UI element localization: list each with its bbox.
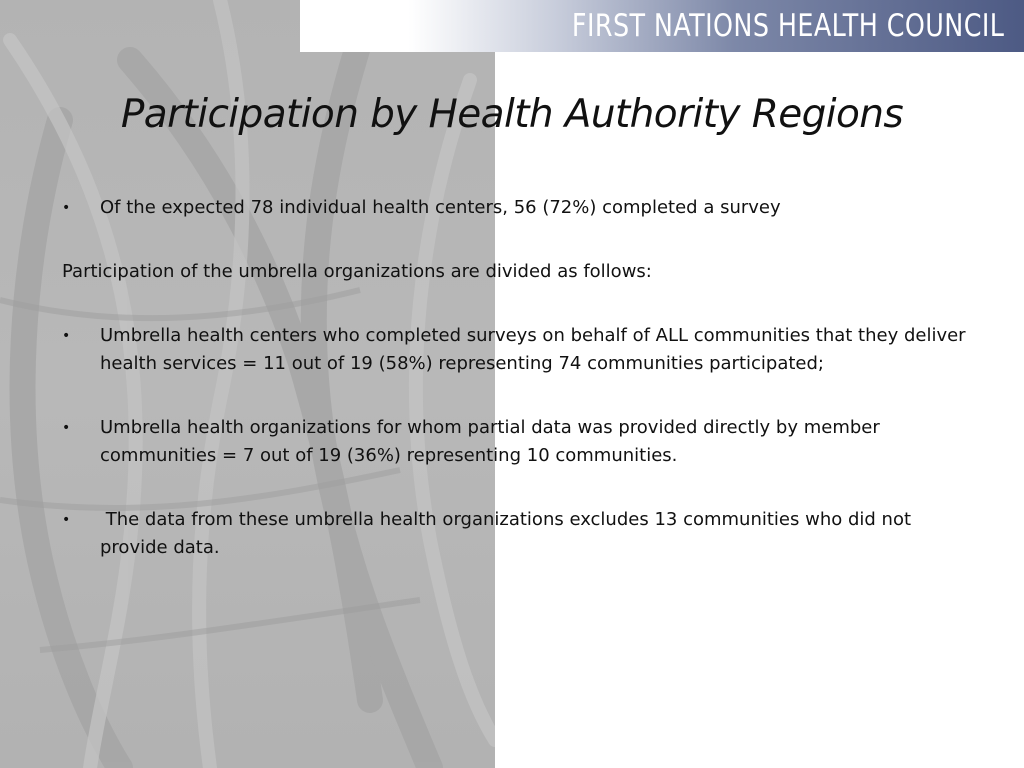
bullet-icon: • (62, 200, 71, 216)
organization-name: FIRST NATIONS HEALTH COUNCIL (571, 8, 1004, 44)
bullet-icon: • (62, 328, 71, 344)
bullet-text: Umbrella health organizations for whom partial data was provided directly by member communities = 7 out of 19 (36%) representing 10 communities. (100, 417, 880, 466)
bullet-item (62, 414, 982, 470)
bullet-item (62, 506, 982, 562)
bullet-item (62, 194, 982, 222)
bullet-item (62, 322, 982, 378)
bullet-text: Of the expected 78 individual health centers, 56 (72%) completed a survey (100, 197, 781, 218)
header-banner (300, 0, 1024, 52)
bullet-icon: • (62, 512, 71, 528)
body-paragraph: Participation of the umbrella organizations are divided as follows: (62, 261, 652, 282)
slide-title: Participation by Health Authority Regions (120, 92, 904, 137)
bullet-icon: • (62, 420, 71, 436)
bullet-text: Umbrella health centers who completed surveys on behalf of ALL communities that they deliver health services = 11 out of 19 (58%) representing 74 communities participated; (100, 325, 966, 374)
bullet-text: The data from these umbrella health organizations excludes 13 communities who did not provide data. (100, 509, 917, 558)
slide-content (62, 194, 982, 562)
